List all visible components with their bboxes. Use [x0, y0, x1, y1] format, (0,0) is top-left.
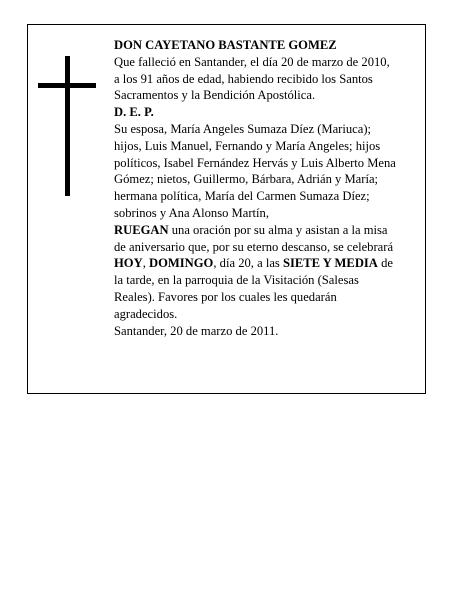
request-line-3-mid: , día 20, a las — [213, 256, 283, 271]
family-line-3: políticos, Isabel Fernández Hervás y Luis Alberto Mena — [114, 155, 396, 170]
cross-icon — [65, 56, 70, 196]
domingo-word: DOMINGO — [148, 256, 214, 271]
rip-heading: D. E. P. — [114, 105, 154, 120]
family-line-1: Su esposa, María Angeles Sumaza Díez (Mariuca); — [114, 121, 372, 136]
family-line-4: Gómez; nietos, Guillermo, Bárbara, Adrián y María; — [114, 172, 379, 187]
family-line-2: hijos, Luis Manuel, Fernando y María Angeles; hijos — [114, 138, 381, 153]
family-line-6: sobrinos y Ana Alonso Martín, — [114, 205, 269, 220]
request-line-6: agradecidos. — [114, 306, 178, 321]
request-line-5: Reales). Favores por los cuales les quedarán — [114, 289, 337, 304]
family-line-5: hermana política, María del Carmen Sumaza Díez; — [114, 189, 370, 204]
place-date: Santander, 20 de marzo de 2011. — [114, 323, 279, 338]
request-line-2: de aniversario que, por su eterno descanso, se celebrará — [114, 239, 394, 254]
request-line-4: la tarde, en la parroquia de la Visitación (Salesas — [114, 273, 359, 288]
request-line-1-rest: una oración por su alma y asistan a la misa — [168, 222, 388, 237]
time-words: SIETE Y MEDIA — [282, 256, 378, 271]
hoy-word: HOY — [114, 256, 143, 271]
death-line-2: a los 91 años de edad, habiendo recibido los Santos — [114, 71, 373, 86]
deceased-name: DON CAYETANO BASTANTE GOMEZ — [114, 38, 337, 52]
request-line-1 — [114, 222, 420, 239]
ruegan-word: RUEGAN — [114, 222, 169, 237]
comma: , — [142, 256, 149, 271]
death-line-1: Que falleció en Santander, el día 20 de marzo de 2010, — [114, 54, 390, 69]
obituary-text — [114, 37, 420, 339]
request-line-3-end: de — [377, 256, 393, 271]
request-line-3 — [114, 255, 420, 272]
death-line-3: Sacramentos y la Bendición Apostólica. — [114, 88, 316, 103]
cross-icon-crossbar — [38, 83, 96, 88]
